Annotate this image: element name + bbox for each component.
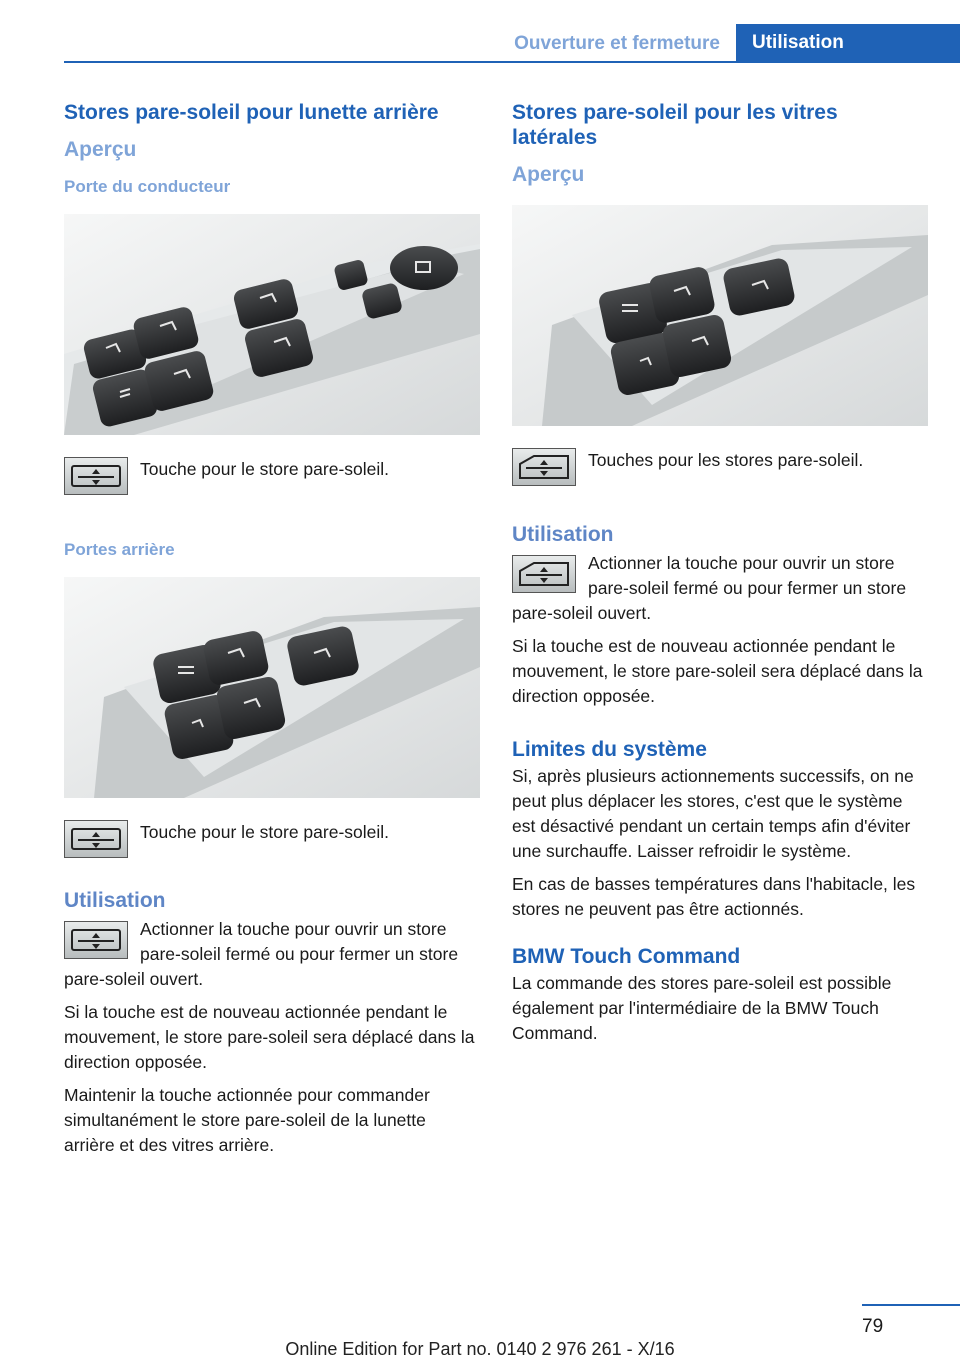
right-usage-block — [512, 551, 928, 626]
rear-door-switch-photo — [64, 577, 480, 798]
right-usage-text: Actionner la touche pour ouvrir un store pare-soleil fermé ou pour fermer un store pare-soleil ouvert. — [512, 553, 907, 623]
right-usage-heading: Utilisation — [512, 523, 614, 546]
rear-shade-key-icon — [64, 457, 128, 495]
rear-key-legend — [64, 820, 480, 858]
system-limits-heading: Limites du système — [512, 738, 707, 761]
cold-temperature-text: En cas de basses températures dans l'habitacle, les stores ne peuvent pas être actionnés. — [512, 874, 916, 919]
side-overview-heading: Aperçu — [512, 163, 585, 186]
rear-shade-title: Stores pare-soleil pour lunette arrière — [64, 101, 439, 124]
side-shade-title: Stores pare-soleil pour les vitres latérales — [512, 101, 838, 149]
side-shade-key-icon — [512, 555, 576, 593]
header-section-title: Ouverture et fermeture — [514, 33, 720, 54]
driver-key-caption: Touche pour le store pare-soleil. — [140, 459, 390, 479]
driver-door-heading: Porte du conducteur — [64, 177, 231, 196]
right-column — [512, 100, 928, 1046]
header-rule — [64, 61, 960, 63]
left-usage-block — [64, 917, 480, 992]
footer-rule — [862, 1304, 960, 1306]
rear-overview-heading: Aperçu — [64, 138, 137, 161]
touch-command-text: La commande des stores pare-soleil est possible également par l'intermédiaire de la BMW Touch Command. — [512, 973, 892, 1043]
driver-door-switch-photo — [64, 214, 480, 435]
side-key-legend — [512, 448, 928, 486]
side-switch-photo — [512, 205, 928, 426]
rear-shade-key-icon — [64, 820, 128, 858]
system-limits-text: Si, après plusieurs actionnements successifs, on ne peut plus déplacer les stores, c'est que le système est désactivé pendant un certain temps afin d'éviter une surchauffe. Laisser refroidir le système. — [512, 766, 914, 861]
driver-key-legend — [64, 457, 480, 495]
right-reverse-paragraph: Si la touche est de nouveau actionnée pendant le mouvement, le store pare-soleil sera déplacé dans la direction opposée. — [512, 636, 923, 706]
rear-shade-key-icon — [64, 921, 128, 959]
left-usage-heading: Utilisation — [64, 889, 166, 912]
left-reverse-paragraph: Si la touche est de nouveau actionnée pendant le mouvement, le store pare-soleil sera déplacé dans la direction opposée. — [64, 1002, 475, 1072]
page-number: 79 — [862, 1316, 884, 1337]
left-usage-text: Actionner la touche pour ouvrir un store pare-soleil fermé ou pour fermer un store pare-soleil ouvert. — [64, 919, 459, 989]
rear-key-caption: Touche pour le store pare-soleil. — [140, 822, 390, 842]
left-hold-paragraph: Maintenir la touche actionnée pour commander simultanément le store pare-soleil de la lunette arrière et des vitres arrière. — [64, 1085, 430, 1155]
touch-command-heading: BMW Touch Command — [512, 945, 741, 968]
edition-line: Online Edition for Part no. 0140 2 976 261 - X/16 — [285, 1339, 675, 1359]
side-key-caption: Touches pour les stores pare-soleil. — [588, 450, 864, 470]
rear-doors-heading: Portes arrière — [64, 540, 175, 559]
header-chapter-tab: Utilisation — [736, 24, 960, 62]
side-shade-key-icon — [512, 448, 576, 486]
left-column — [64, 100, 480, 1158]
